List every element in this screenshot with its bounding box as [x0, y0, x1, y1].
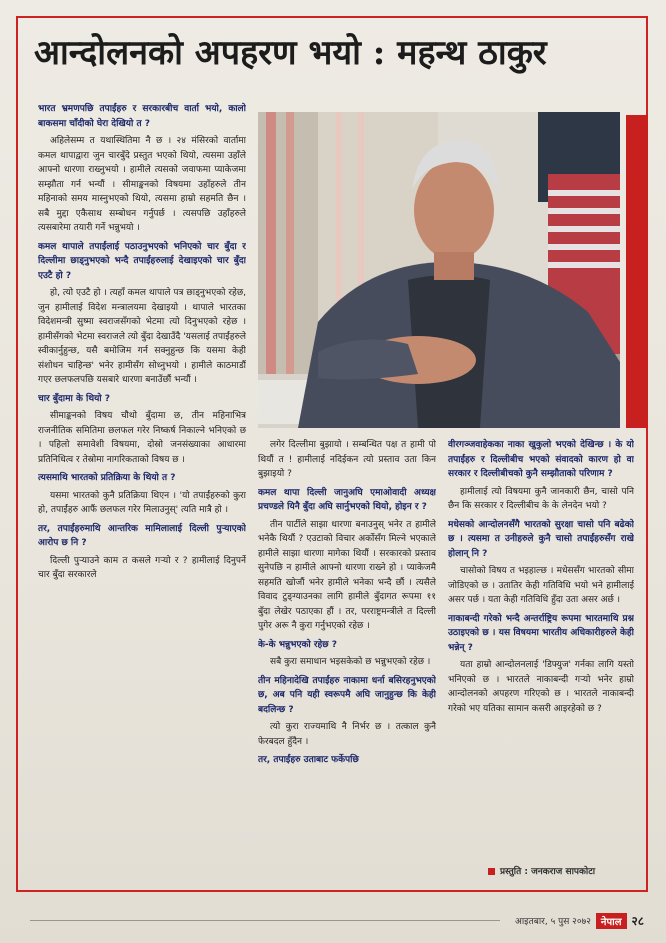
column-right: [448, 438, 634, 858]
question-text: वीरगञ्जवाहेकका नाका खुकुलो भएको देखिन्छ । के यो तपाईंहरु र दिल्लीबीच भएको संवादको कारण हो वा सरकार र दिल्लीबीचको कुनै सम्झौताको परिणाम ?: [448, 440, 634, 479]
answer-text: हामीलाई त्यो विषयमा कुनै जानकारी छैन, चासो पनि छैन कि सरकार र दिल्लीबीच के के लेनदेन भयो ?: [448, 486, 634, 511]
question-text: तर, तपाईंहरु उताबाट फर्केपछि: [258, 755, 359, 765]
question-text: तर, तपाईंहरुमाथि आन्तरिक मामिलालाई दिल्ली पुऱ्याएको आरोप छ नि ?: [38, 523, 246, 548]
question-text: मधेसको आन्दोलनसँगै भारतको सुरक्षा चासो पनि बढेको छ । त्यसमा त उनीहरुले कुनै चासो तपाईंहरुसँग राखे होलान् नि ?: [448, 519, 634, 559]
page-footer: [515, 912, 644, 929]
answer-text: लगेर दिल्लीमा बुझायो । सम्बन्धित पक्ष त हामी पो थियौं त ! हामीलाई नदिईकन त्यो प्रस्ताव उता किन बुझाइयो ?: [258, 440, 436, 479]
question-text: कमल थापाले तपाईंलाई पठाउनुभएको भनिएको चार बुँदा र दिल्लीमा छाड्नुभएको भन्दै तपाईंहरुलाई देखाइएको चार बुँदा एउटै हो ?: [38, 241, 246, 281]
answer-text: सबै कुरा समाधान भइसकेको छ भन्नुभएको रहेछ ।: [270, 657, 431, 667]
footer-rule: [30, 920, 500, 921]
credit-line: [488, 864, 595, 877]
answer-text: दिल्ली पुऱ्याउने काम त कसले गऱ्यो र ? हामीलाई दिनुपर्ने चार बुँदा सरकारले: [38, 555, 246, 580]
answer-text: सीमाङ्कनको विषय चौथो बुँदामा छ, तीन महिनाभित्र राजनीतिक समितिमा छलफल गरेर निष्कर्ष निकाल्ने भनिएको छ । पहिलो समावेशी विषयमा, दोस्रो जनसंख्याका आधारमा प्रतिनिधित्व र तेस्रोमा नागरिकताको विषय छ ।: [38, 411, 246, 465]
answer-text: चासोको विषय त भइहाल्छ । मधेससँग भारतको सीमा जोडिएको छ । उतातिर केही गतिविधि भयो भने हामीलाई असर पर्छ । यता केही गतिविधि हुँदा उता असर अर्छ ।: [448, 566, 634, 605]
red-square-icon: [488, 868, 495, 875]
answer-text: हो, त्यो एउटै हो । त्यहाँ कमल थापाले पत्र छाड्नुभएको रहेछ, जुन हामीलाई विदेश मन्त्रालयमा देखाइयो । थापाले भारतका विदेशमन्त्री सुष्मा स्वराजसँगको भेटमा त्यो दिनुभएको रहेछ । हामीसँगको भेटमा स्वराजले त्यो बुँदा देखाउँदै 'यसलाई तपाईंहरुले स्वीकार्नुहुन्छ, यसै बमोजिम गर्न सक्नुहुन्छ कि यसमा केही संशोधन चाहिन्छ' भनेर हामीसँग सोध्नुभयो । हामीले काठमाडौं गएर छलफलपछि यसबारे धारणा बनाउँछौं भन्यौं ।: [38, 288, 246, 385]
article-headline: आन्दोलनको अपहरण भयो : महन्थ ठाकुर: [34, 33, 547, 73]
column-left: [38, 102, 246, 877]
photo-of-interviewee: [258, 112, 620, 428]
magazine-brand: नेपाल: [596, 913, 627, 929]
answer-text: अहिलेसम्म त यथास्थितिमा नै छ । २४ मंसिरको वार्तामा कमल थापाद्वारा जुन चारबुँदे प्रस्तुत भएको थियो, त्यसमा उहाँले आफ्नो धारणा राख्नुभयो । हामीले त्यसको जवाफमा प्याकेजमा सम्झौता गर्न भन्यौं । सीमाङ्कनको विषयमा उहाँहरुले तीन महिनाको समय मास्नुभएको थियो, त्यसमा हाम्रो सहमति छैन । सबै मुद्दा एकैसाथ सम्बोधन गर्नुपर्छ । त्यसपछि उहाँहरुले त्यसबारेमा तयारी गर्ने भन्नुभयो ।: [38, 136, 246, 233]
answer-text: यसमा भारतको कुनै प्रतिक्रिया थिएन । 'यो तपाईंहरुको कुरा हो, तपाईंहरु आफैं छलफल गरेर मिलाउनुस्' त्यति मात्रै हो ।: [38, 490, 246, 515]
issue-date: आइतबार, ५ पुस २०७२: [514, 917, 591, 927]
question-text: के-के भन्नुभएको रहेछ ?: [258, 639, 337, 650]
answer-text: यता हाम्रो आन्दोलनलाई 'डिफ्युज' गर्नका लागि यस्तो भनिएको छ । भारतले नाकाबन्दी गऱ्यो भनेर हाम्रो आन्दोलनको अपहरण गरिएको छ । भारतले नाकाबन्दी गरेको भए यतिका सामान कसरी आइरहेको छ ?: [448, 660, 634, 714]
question-text: त्यसमाथि भारतको प्रतिक्रिया के थियो त ?: [38, 473, 176, 483]
page-number: २८: [631, 914, 644, 928]
question-text: चार बुँदामा के थियो ?: [38, 393, 110, 404]
answer-text: तीन पार्टीले साझा धारणा बनाउनुस् भनेर त हामीले भनेकै थियौं ? एउटाको विचार अर्कोसँग मिल्ने भएकाले हामीले साझा धारणा मागेका थियौं । सरकारको प्रस्ताव सुनेपछि न हामीले आफ्नो धारणा राख्ने हो । प्याकेजमै सहमति खोजौं भनेर हामीले भनेका भन्दै छौं । त्यसैले विवाद टुङ्ग्याउनका लागि हामीले बुँदागत रूपमा ११ बुँदा लेखेर पठाएका हौं । तर, परराष्ट्रमन्त्रीले त दिल्ली पुगेर अरू नै कुरा गर्नुभएको रहेछ ।: [258, 519, 436, 631]
interview-photo: [258, 112, 620, 428]
accent-red-bar: [626, 115, 648, 428]
question-text: नाकाबन्दी गरेको भन्दै अन्तर्राष्ट्रिय रूपमा भारतमाथि प्रश्न उठाइएको छ । यस विषयमा भारतीय अधिकारीहरुले केही भन्नेन् ?: [448, 613, 634, 653]
column-middle: [258, 438, 436, 878]
credit-text: प्रस्तुति : जनकराज सापकोटा: [500, 867, 596, 877]
question-text: भारत भ्रमणपछि तपाईंहरु र सरकारबीच वार्ता भयो, कालो बाकसमा चाँदीको घेरा देखियो त ?: [38, 104, 246, 129]
question-text: कमल थापा दिल्ली जानुअघि एमाओवादी अध्यक्ष प्रचण्डले यिनै बुँदा अघि सार्नुभएको थियो, होइन र ?: [258, 487, 436, 512]
question-text: तीन महिनादेखि तपाईंहरु नाकामा धर्ना बसिरहनुभएको छ, अब पनि यही स्वरूपमै अघि जानुहुन्छ कि केही बदलिन्छ ?: [258, 675, 436, 715]
answer-text: त्यो कुरा राज्यमाथि नै निर्भर छ । तत्काल कुनै फेरबदल हुँदैन ।: [258, 722, 436, 747]
